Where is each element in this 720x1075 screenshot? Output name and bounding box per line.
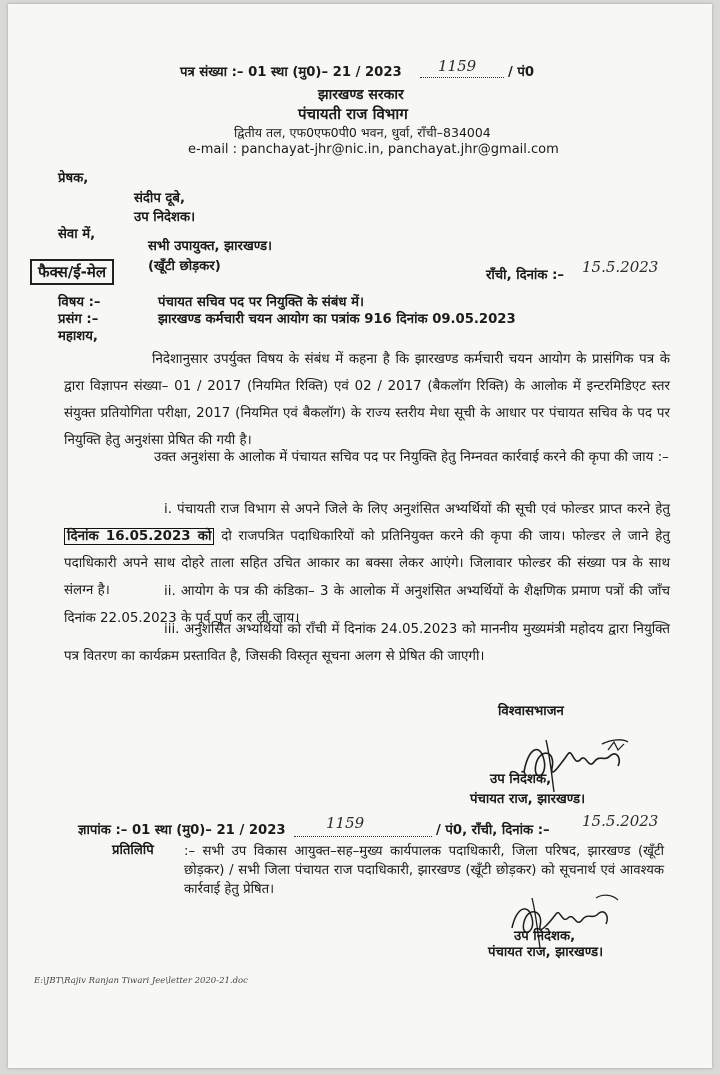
copy-label: प्रतिलिपि: [112, 843, 154, 858]
recipient-line2: (खूँटी छोड़कर): [148, 259, 221, 274]
ref-dotted-line: [420, 77, 504, 78]
body-paragraph-2: उक्त अनुशंसा के आलोक में पंचायत सचिव पद पर नियुक्ति हेतु निम्नवत कार्रवाई करने की कृपा की जाय :–: [154, 450, 669, 465]
reference-label: प्रसंग :–: [58, 312, 99, 327]
department-address: द्वितीय तल, एफ0एफ0पी0 भवन, धुर्वा, राँची–834004: [234, 125, 491, 140]
subject-label: विषय :–: [58, 295, 101, 310]
memo-reference: ज्ञापांक :– 01 स्था (मु0)– 21 / 2023: [78, 823, 286, 838]
copy-text-content: :– सभी उप विकास आयुक्त–सह–मुख्य कार्यपालक पदाधिकारी, जिला परिषद, झारखण्ड (खूँटी छोड़कर) / सभी जिला पंचायत राज पदाधिकारी, झारखण्ड (खूँटी छोड़कर) को सूचनार्थ एवं आवश्यक कार्रवाई हेतु प्रेषित।: [184, 844, 664, 897]
signoff-designation: उप निदेशक,: [490, 772, 552, 787]
department-email: e-mail : panchayat-jhr@nic.in, panchayat.jhr@gmail.com: [188, 142, 559, 157]
recipient-label: सेवा में,: [58, 227, 96, 242]
memo-ref-dotted-line: [294, 836, 432, 837]
ref-suffix: / पं0: [508, 65, 535, 80]
item1-boxed-date: दिनांक 16.05.2023 को: [64, 528, 214, 545]
memo-date-handwritten: 15.5.2023: [582, 812, 659, 830]
date-handwritten: 15.5.2023: [582, 258, 659, 276]
body-item-2: ii. आयोग के पत्र की कंडिका– 3 के आलोक में अनुशंसित अभ्यर्थियों के शैक्षणिक प्रमाण पत्रों की जाँच दिनांक 22.05.2023 के पूर्व पूर्ण कर ली जाय।: [64, 584, 670, 626]
letter-page: [8, 4, 712, 1068]
reference-text: झारखण्ड कर्मचारी चयन आयोग का पत्रांक 916 दिनांक 09.05.2023: [158, 312, 516, 327]
state-govt: झारखण्ड सरकार: [318, 87, 404, 103]
subject-text: पंचायत सचिव पद पर नियुक्ति के संबंध में।: [158, 295, 364, 310]
item1-text-a: i. पंचायती राज विभाग से अपने जिले के लिए अनुशंसित अभ्यर्थियों की सूची एवं फोल्डर प्राप्त करने हेतु: [164, 502, 670, 517]
closing-text: विश्वासभाजन: [498, 704, 564, 719]
sender-label: प्रेषक,: [58, 171, 89, 186]
body-paragraph-1: निदेशानुसार उपर्युक्त विषय के संबंध में कहना है कि झारखण्ड कर्मचारी चयन आयोग के प्रासंगिक पत्र के द्वारा विज्ञापन संख्या– 01 / 2017 (नियमित रिक्ति) एवं 02 / 2017 (बैकलॉग रिक्ति) के आलोक में इन्टरमिडिएट स्तर संयुक्त प्रतियोगिता परीक्षा, 2017 (नियमित एवं बैकलॉग) के राज्य स्तरीय मेधा सूची के आधार पर पंचायत सचिव के पद पर नियुक्ति हेतु अनुशंसा प्रेषित की गयी है।: [64, 352, 670, 448]
fax-email-stamp: फैक्स/ई-मेल: [30, 259, 114, 285]
reference-number: पत्र संख्या :– 01 स्था (मु0)– 21 / 2023: [180, 65, 402, 80]
body-item-3: iii. अनुशंसित अभ्यर्थियों को राँची में दिनांक 24.05.2023 को माननीय मुख्यमंत्री महोदय द्वारा नियुक्ति पत्र वितरण का कार्यक्रम प्रस्तावित है, जिसकी विस्तृत सूचना अलग से प्रेषित की जाएगी।: [64, 622, 670, 664]
item1-text-b: दो राजपत्रित पदाधिकारियों को प्रतिनियुक्त करने की कृपा की जाय। फोल्डर ले जाने हेतु पदाधिकारी अपने साथ दोहरे ताला सहित उचित आकार का बक्सा लेकर आएंगे। जिलावार फोल्डर की संख्या पत्र के साथ संलग्न है।: [64, 529, 670, 598]
memo-designation: उप निदेशक,: [514, 929, 576, 944]
sender-designation: उप निदेशक।: [134, 210, 196, 225]
file-path: E:\JBT\Rajiv Ranjan Tiwari Jee\letter 2020-21.doc: [34, 976, 248, 986]
memo-office: पंचायत राज, झारखण्ड।: [488, 945, 604, 960]
sender-name: संदीप दूबे,: [134, 191, 185, 206]
department-name: पंचायती राज विभाग: [298, 105, 408, 123]
memo-ref-handwritten: 1159: [326, 814, 365, 832]
ref-number-handwritten: 1159: [438, 57, 477, 75]
recipient-line1: सभी उपायुक्त, झारखण्ड।: [148, 239, 273, 254]
signoff-office: पंचायत राज, झारखण्ड।: [470, 792, 586, 807]
salutation: महाशय,: [58, 329, 98, 344]
date-label: राँची, दिनांक :–: [486, 268, 564, 283]
memo-ref-suffix: / पं0, राँची, दिनांक :–: [436, 823, 550, 838]
